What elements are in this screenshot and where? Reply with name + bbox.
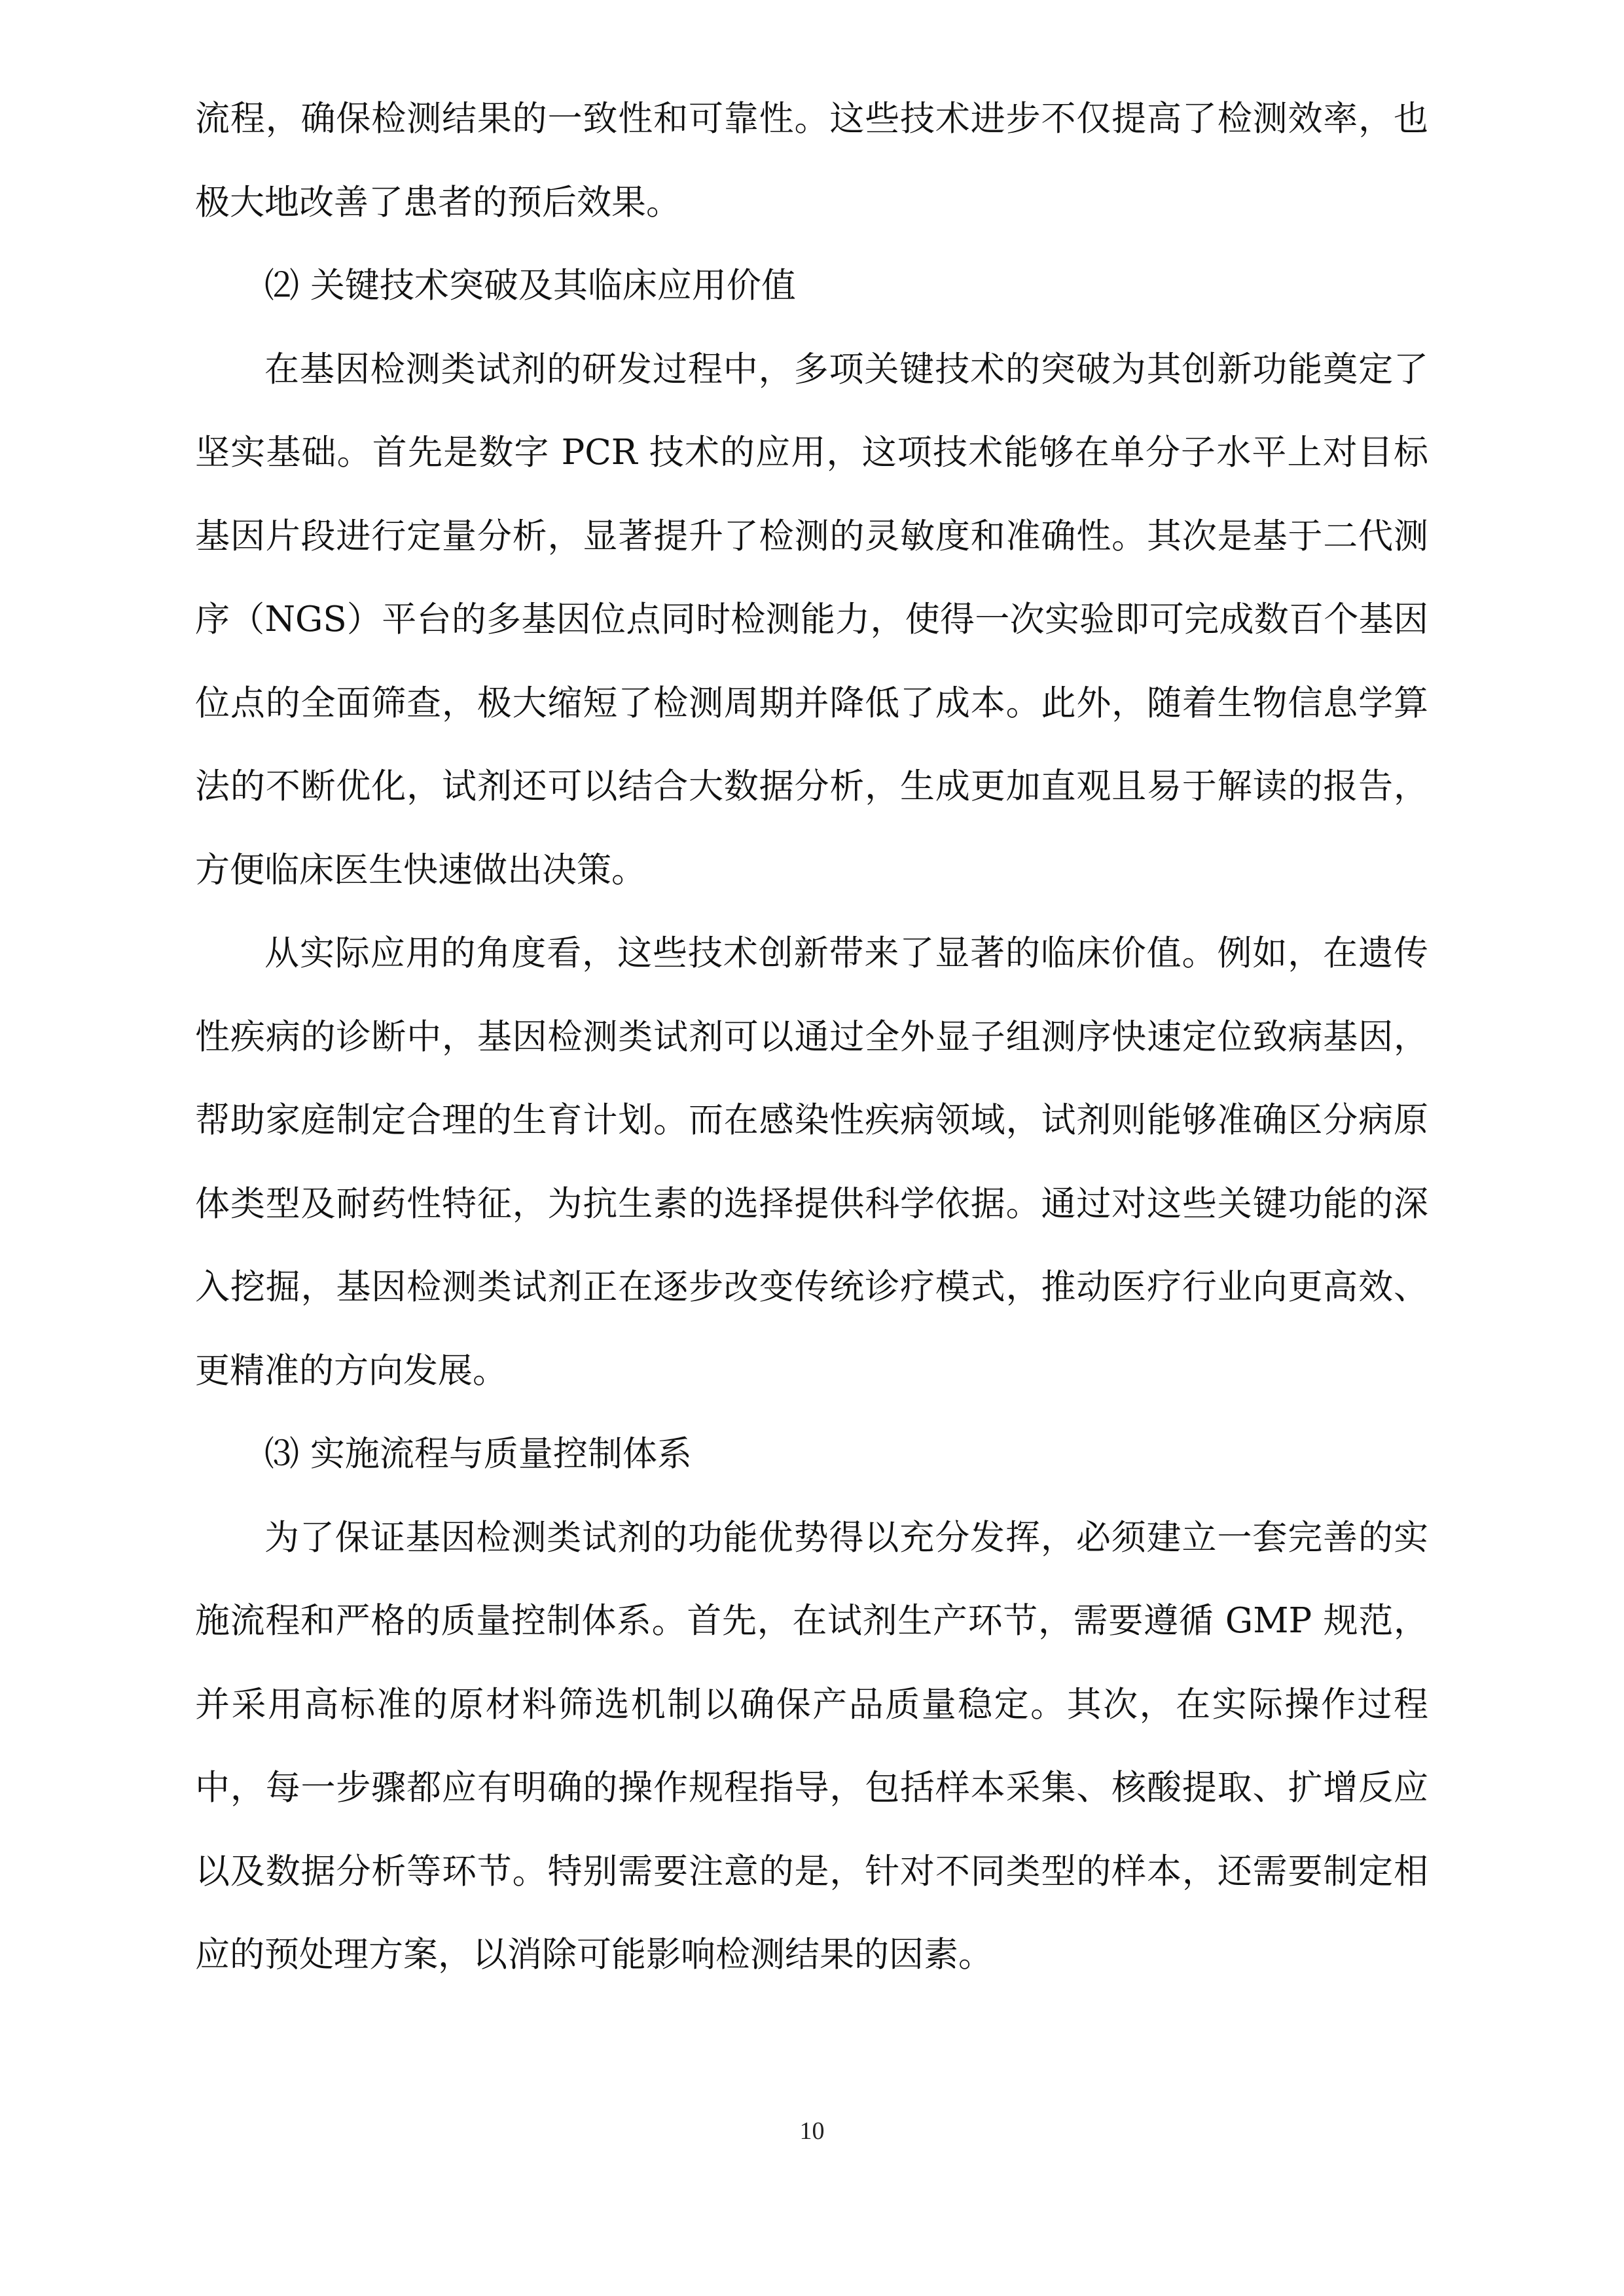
page-number: 10 bbox=[799, 2117, 825, 2145]
page-body bbox=[195, 77, 1428, 1997]
section-heading-2: ⑵ 关键技术突破及其临床应用价值 bbox=[264, 266, 796, 306]
paragraph-continuation: 流程，确保检测结果的一致性和可靠性。这些技术进步不仅提高了检测效率，也极大地改善了患者的预后效果。 bbox=[195, 99, 1428, 223]
paragraph-quality-control: 为了保证基因检测类试剂的功能优势得以充分发挥，必须建立一套完善的实施流程和严格的质量控制体系。首先，在试剂生产环节，需要遵循 GMP 规范，并采用高标准的原材料筛选机制以确保产品质量稳定。其次，在实际操作过程中，每一步骤都应有明确的操作规程指导，包括样本采集、核酸提取、扩增反应以及数据分析等环节。特别需要注意的是，针对不同类型的样本，还需要制定相应的预处理方案，以消除可能影响检测结果的因素。 bbox=[195, 1517, 1428, 1975]
paragraph-clinical-value: 从实际应用的角度看，这些技术创新带来了显著的临床价值。例如，在遗传性疾病的诊断中，基因检测类试剂可以通过全外显子组测序快速定位致病基因，帮助家庭制定合理的生育计划。而在感染性疾病领域，试剂则能够准确区分病原体类型及耐药性特征，为抗生素的选择提供科学依据。通过对这些关键功能的深入挖掘，基因检测类试剂正在逐步改变传统诊疗模式，推动医疗行业向更高效、更精准的方向发展。 bbox=[195, 933, 1428, 1391]
paragraph-key-technologies: 在基因检测类试剂的研发过程中，多项关键技术的突破为其创新功能奠定了坚实基础。首先是数字 PCR 技术的应用，这项技术能够在单分子水平上对目标基因片段进行定量分析，显著提升了检测的灵敏度和准确性。其次是基于二代测序（NGS）平台的多基因位点同时检测能力，使得一次实验即可完成数百个基因位点的全面筛查，极大缩短了检测周期并降低了成本。此外，随着生物信息学算法的不断优化，试剂还可以结合大数据分析，生成更加直观且易于解读的报告，方便临床医生快速做出决策。 bbox=[195, 349, 1428, 890]
section-heading-3: ⑶ 实施流程与质量控制体系 bbox=[264, 1434, 692, 1474]
